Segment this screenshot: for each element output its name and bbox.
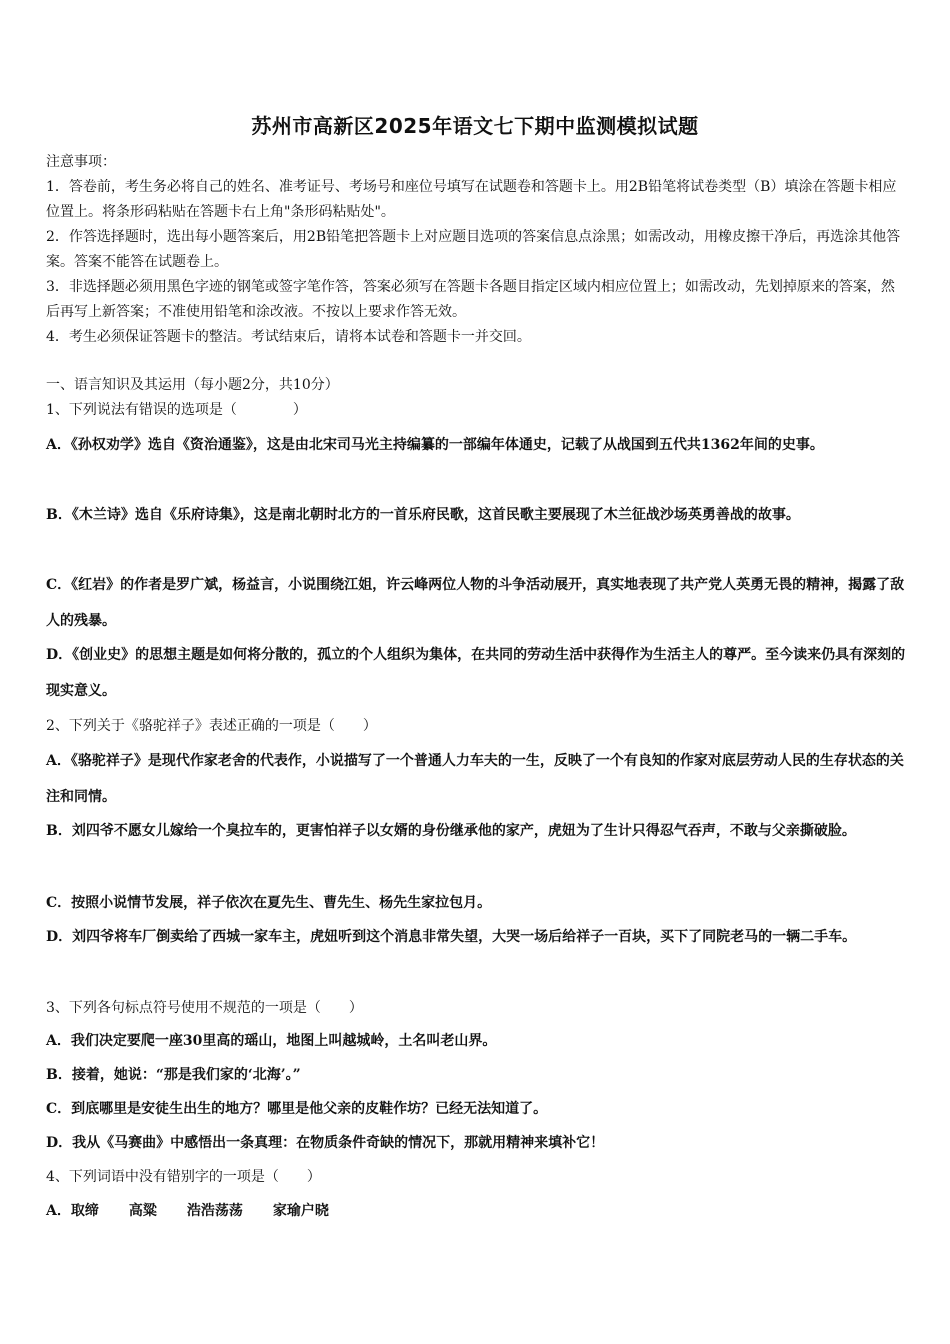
option-label: B． <box>46 507 72 523</box>
option-label: C． <box>46 895 72 911</box>
option-text: 《骆驼祥子》是现代作家老舍的代表作，小说描写了一个普通人力车夫的一生，反映了一个有良知的作家对底层劳动人民的生存状态的关注和同情。 <box>46 753 904 805</box>
option-text: 刘四爷将车厂倒卖给了西城一家车主，虎妞听到这个消息非常失望，大哭一场后给祥子一百块，买下了同院老马的一辆二手车。 <box>72 929 857 945</box>
question-option <box>46 427 908 463</box>
question-option <box>46 637 908 709</box>
notice-block <box>46 150 908 350</box>
question-option <box>46 893 491 913</box>
option-label: A． <box>46 437 71 453</box>
notice-item: 1．答卷前，考生务必将自己的姓名、准考证号、考场号和座位号填写在试题卷和答题卡上。用2B铅笔将试卷类型（B）填涂在答题卡相应位置上。将条形码粘贴在答题卡右上角"条形码粘贴处"。 <box>46 179 897 220</box>
question-option <box>46 1065 301 1085</box>
notice-item: 3．非选择题必须用黑色字迹的钢笔或签字笔作答，答案必须写在答题卡各题目指定区域内相应位置上；如需改动，先划掉原来的答案，然后再写上新答案；不准使用铅笔和涂改液。不按以上要求作答无效。 <box>46 279 895 320</box>
notice-item: 4．考生必须保证答题卡的整洁。考试结束后，请将本试卷和答题卡一并交回。 <box>46 329 531 345</box>
question-option <box>46 497 908 533</box>
option-text: 我从《马赛曲》中感悟出一条真理：在物质条件奇缺的情况下，那就用精神来填补它！ <box>72 1135 605 1151</box>
option-word: 浩浩荡荡 <box>186 1203 243 1219</box>
option-label: A． <box>46 753 71 769</box>
option-label: A． <box>46 1203 71 1219</box>
option-text: 《孙权劝学》选自《资治通鉴》，这是由北宋司马光主持编纂的一部编年体通史，记载了从战国到五代共1362年间的史事。 <box>70 437 824 453</box>
option-label: C． <box>46 1101 72 1117</box>
question-option <box>46 1099 547 1119</box>
question-stem: 1、下列说法有错误的选项是（ ） <box>46 402 307 418</box>
option-text: 我们决定要爬一座30里高的瑶山，地图上叫越城岭，土名叫老山界。 <box>70 1033 497 1049</box>
option-text: 按照小说情节发展，祥子依次在夏先生、曹先生、杨先生家拉包月。 <box>71 895 492 911</box>
option-text: 刘四爷不愿女儿嫁给一个臭拉车的，更害怕祥子以女婿的身份继承他的家产，虎妞为了生计只得忍气吞声，不敢与父亲撕破脸。 <box>71 823 856 839</box>
option-text: 《木兰诗》选自《乐府诗集》，这是南北朝时北方的一首乐府民歌，这首民歌主要展现了木兰征战沙场英勇善战的故事。 <box>71 507 800 523</box>
question-option <box>46 919 908 955</box>
question-option <box>46 743 908 815</box>
question-stem: 4、下列词语中没有错别字的一项是（ ） <box>46 1169 321 1185</box>
option-label: D． <box>46 929 73 945</box>
question-option <box>46 1133 604 1153</box>
option-label: D． <box>46 647 73 663</box>
notice-item: 2．作答选择题时，选出每小题答案后，用2B铅笔把答题卡上对应题目选项的答案信息点涂黑；如需改动，用橡皮擦干净后，再选涂其他答案。答案不能答在试题卷上。 <box>46 229 901 270</box>
question-option <box>46 1031 496 1051</box>
question-stem: 3、下列各句标点符号使用不规范的一项是（ ） <box>46 1000 363 1016</box>
question-option <box>46 813 908 849</box>
option-label: D． <box>46 1135 73 1151</box>
option-word: 高粱 <box>128 1203 157 1219</box>
question-stem: 2、下列关于《骆驼祥子》表述正确的一项是（ ） <box>46 718 377 734</box>
notice-heading: 注意事项： <box>46 154 116 170</box>
option-word: 家瑜户晓 <box>272 1203 329 1219</box>
option-text: 接着，她说：“那是我们家的‘北海’。” <box>71 1067 301 1083</box>
option-label: B． <box>46 823 72 839</box>
page-title: 苏州市高新区2025年语文七下期中监测模拟试题 <box>251 114 699 138</box>
option-text: 《创业史》的思想主题是如何将分散的，孤立的个人组织为集体，在共同的劳动生活中获得作为生活主人的尊严。至今读来仍具有深刻的现实意义。 <box>46 647 906 699</box>
option-label: A． <box>46 1033 71 1049</box>
option-label: B． <box>46 1067 72 1083</box>
section-heading: 一、语言知识及其运用（每小题2分，共10分） <box>46 377 339 393</box>
question-option <box>46 1201 359 1221</box>
option-text: 到底哪里是安徒生出生的地方？哪里是他父亲的皮鞋作坊？已经无法知道了。 <box>71 1101 548 1117</box>
option-text: 《红岩》的作者是罗广斌，杨益言，小说围绕江姐，许云峰两位人物的斗争活动展开，真实地表现了共产党人英勇无畏的精神，揭露了敌人的残暴。 <box>46 577 905 629</box>
option-label: C． <box>46 577 72 593</box>
question-option <box>46 567 908 639</box>
option-word: 取缔 <box>70 1203 99 1219</box>
